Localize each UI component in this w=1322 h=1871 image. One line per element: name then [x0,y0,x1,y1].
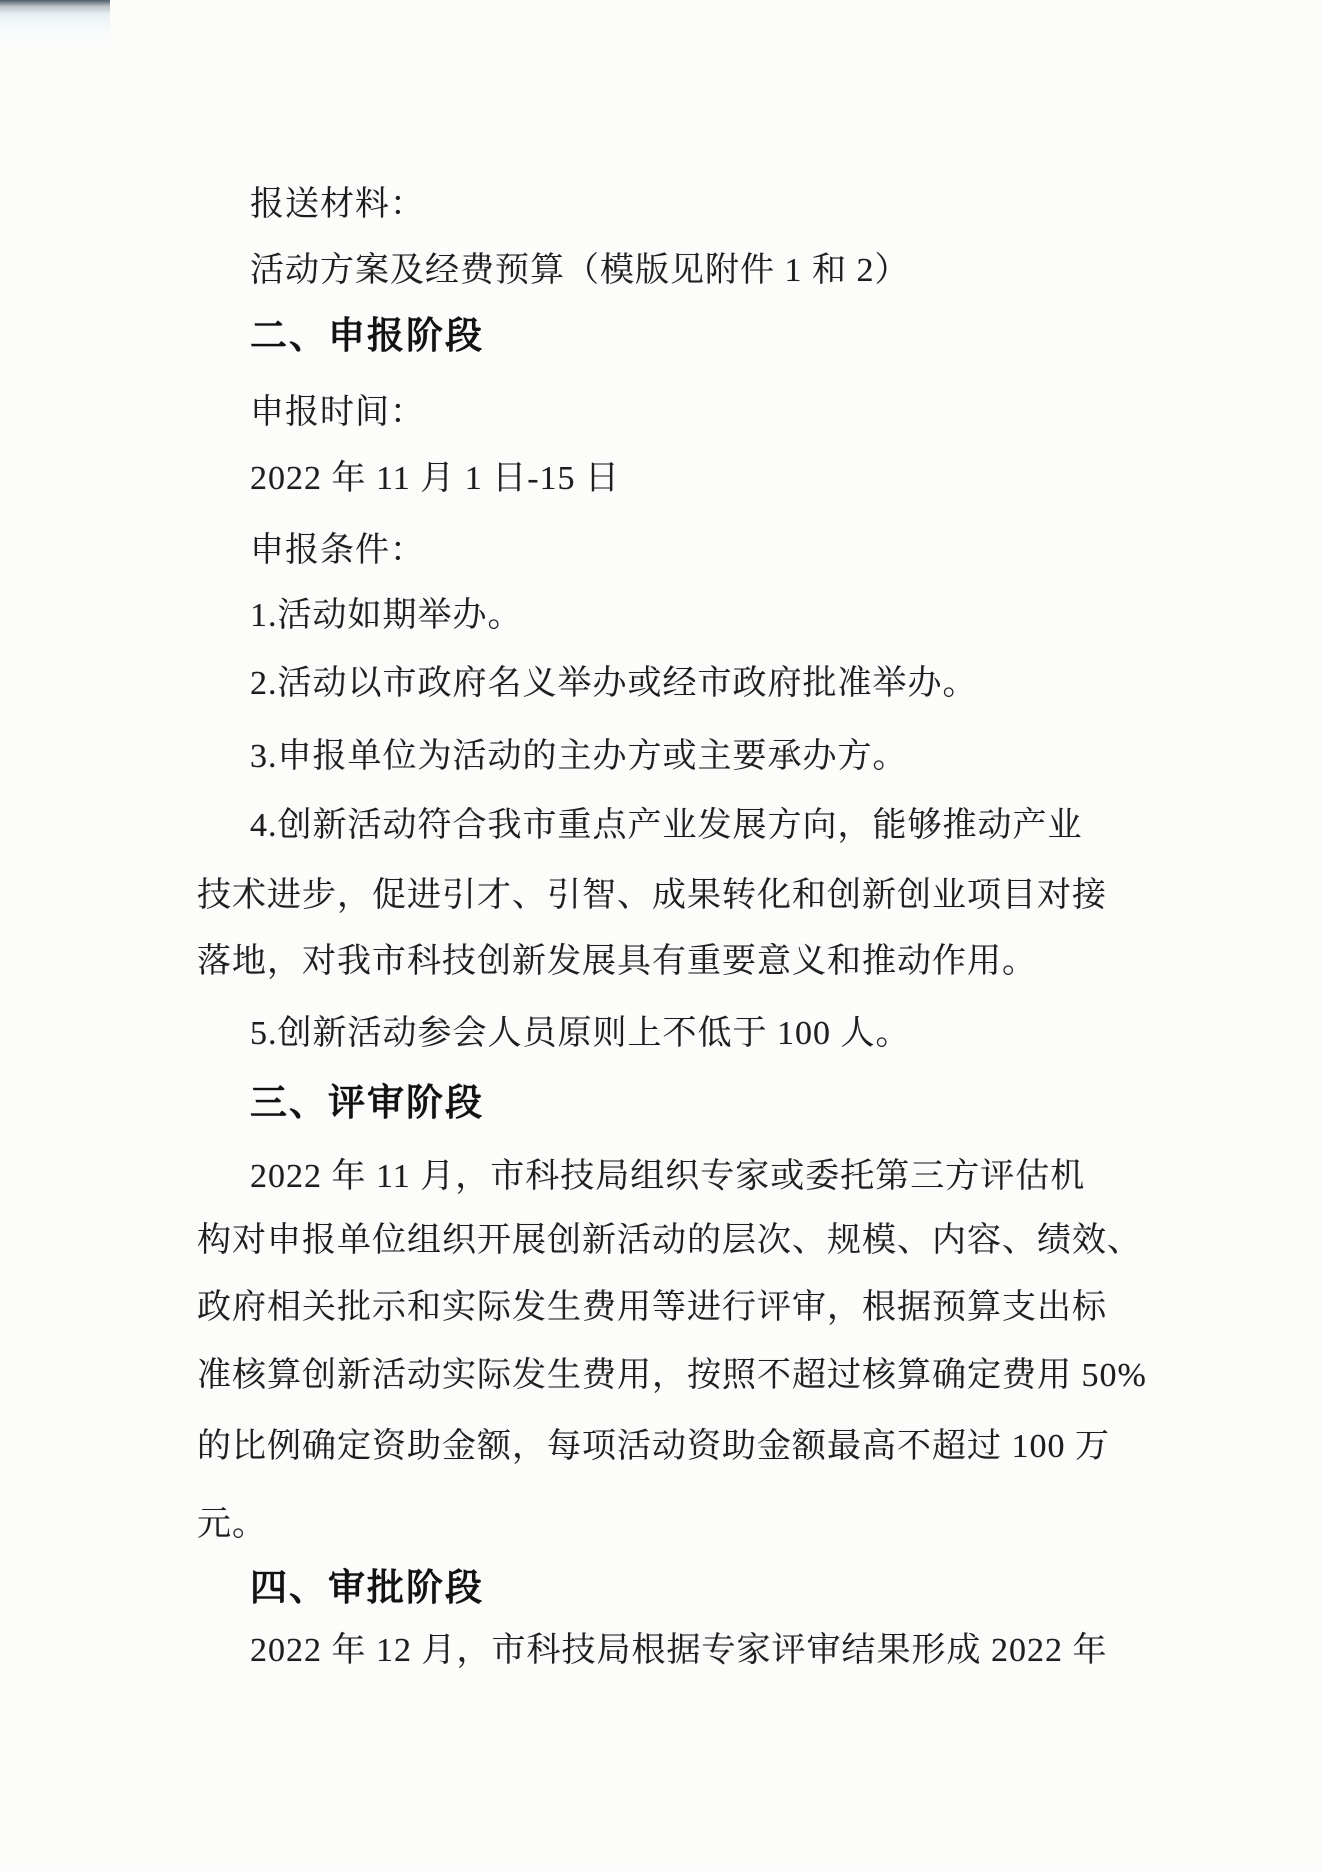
text-review-para-line-6: 元。 [197,1506,267,1543]
scan-artifact [0,0,110,46]
label-submission-materials: 报送材料： [250,186,425,223]
heading-section-4-approval-stage: 四、审批阶段 [250,1566,484,1609]
text-condition-3: 3.申报单位为活动的主办方或主要承办方。 [250,738,908,775]
text-condition-1: 1.活动如期举办。 [250,597,523,634]
label-application-time: 申报时间： [250,394,425,431]
text-condition-2: 2.活动以市政府名义举办或经市政府批准举办。 [250,665,978,702]
text-review-para-line-1: 2022 年 11 月，市科技局组织专家或委托第三方评估机 [250,1158,1086,1195]
text-review-para-line-4: 准核算创新活动实际发生费用，按照不超过核算确定费用 50% [197,1357,1147,1394]
label-application-conditions: 申报条件： [250,532,425,569]
text-condition-5: 5.创新活动参会人员原则上不低于 100 人。 [250,1015,911,1052]
heading-section-3-review-stage: 三、评审阶段 [250,1081,484,1124]
text-condition-4-line-2: 技术进步，促进引才、引智、成果转化和创新创业项目对接 [197,877,1107,914]
text-review-para-line-3: 政府相关批示和实际发生费用等进行评审，根据预算支出标 [197,1289,1107,1326]
text-review-para-line-2: 构对申报单位组织开展创新活动的层次、规模、内容、绩效、 [197,1222,1142,1259]
text-condition-4-line-1: 4.创新活动符合我市重点产业发展方向，能够推动产业 [250,807,1083,844]
text-activity-plan-and-budget: 活动方案及经费预算（模版见附件 1 和 2） [250,252,910,289]
heading-section-2-application-stage: 二、申报阶段 [250,314,484,357]
text-review-para-line-5: 的比例确定资助金额，每项活动资助金额最高不超过 100 万 [197,1428,1110,1465]
text-approval-para-line-1: 2022 年 12 月，市科技局根据专家评审结果形成 2022 年 [250,1632,1108,1669]
text-condition-4-line-3: 落地，对我市科技创新发展具有重要意义和推动作用。 [197,943,1037,980]
text-application-period: 2022 年 11 月 1 日-15 日 [250,460,621,497]
